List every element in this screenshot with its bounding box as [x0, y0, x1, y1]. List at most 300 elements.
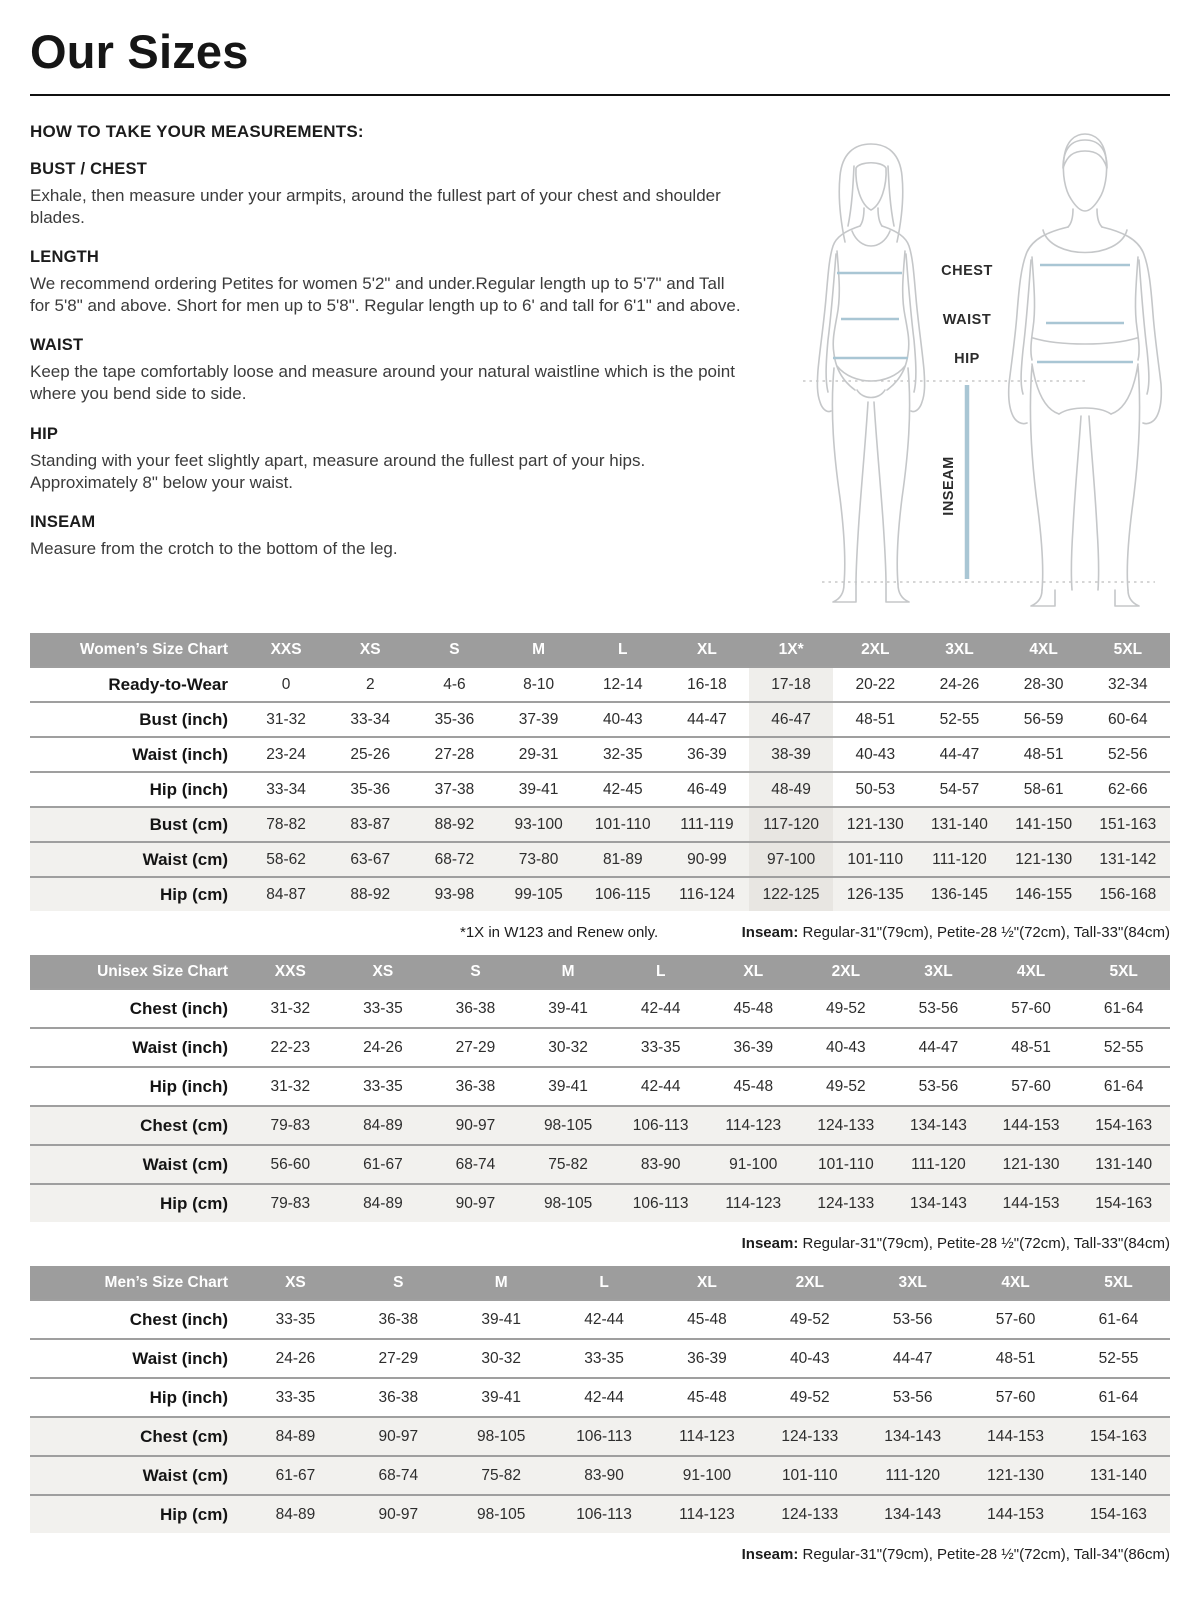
hip-body: Standing with your feet slightly apart, measure around the fullest part of your hips. Approximately 8" below your waist.	[30, 450, 646, 492]
divider	[30, 94, 1170, 96]
unisex-inseam-footnote	[30, 1235, 1170, 1252]
size-cell: 46-47	[749, 702, 833, 737]
size-cell: 33-35	[363, 1077, 403, 1095]
table-row	[30, 1300, 1170, 1339]
how-to-heading: HOW TO TAKE YOUR MEASUREMENTS:	[30, 122, 364, 141]
size-cell: 45-48	[687, 1388, 727, 1406]
size-cell: 33-35	[640, 1038, 681, 1056]
measurements-section	[30, 122, 1170, 619]
column-header: M	[522, 955, 615, 989]
size-cell: 124-133	[800, 1184, 893, 1222]
size-cell: 57-60	[995, 1310, 1036, 1328]
size-cell: 122-125	[749, 877, 833, 911]
size-cell: 31-32	[270, 1077, 311, 1095]
size-cell: 49-52	[826, 1077, 866, 1095]
size-cell: 52-55	[939, 710, 980, 728]
row-label: Waist (cm)	[30, 842, 244, 877]
man-figure-outline	[1009, 134, 1162, 606]
size-cell: 136-145	[917, 877, 1001, 911]
measurement-diagram	[775, 122, 1170, 619]
size-cell: 131-140	[917, 807, 1001, 842]
size-cell: 49-52	[789, 1388, 830, 1406]
size-cell: 33-35	[584, 1349, 624, 1367]
size-cell: 144-153	[985, 1106, 1078, 1145]
table-row	[30, 1184, 1170, 1222]
length-body: We recommend ordering Petites for women 5'2" and under.Regular length up to 5'7" and Tall for 5'8" and above. Short for men up to 5'8". Regular length up to 6' and tall for 6'1" and above.	[30, 274, 741, 316]
size-cell: 42-44	[640, 999, 681, 1017]
size-cell: 154-163	[1067, 1495, 1170, 1533]
size-cell: 39-41	[548, 999, 588, 1017]
size-cell: 106-113	[614, 1106, 707, 1145]
size-cell: 39-41	[548, 1077, 588, 1095]
inseam-label: INSEAM	[941, 456, 957, 516]
size-cell: 124-133	[800, 1106, 893, 1145]
size-cell: 53-56	[918, 1077, 959, 1095]
size-cell: 36-39	[687, 745, 727, 763]
size-cell: 111-119	[665, 807, 749, 842]
size-cell: 134-143	[861, 1417, 964, 1456]
size-cell: 45-48	[733, 1077, 774, 1095]
row-label: Hip (inch)	[149, 1387, 228, 1407]
size-cell: 93-100	[497, 807, 581, 842]
size-cell: 57-60	[1011, 999, 1051, 1017]
size-cell: 68-74	[429, 1145, 522, 1184]
size-cell: 24-26	[939, 675, 980, 693]
size-cell: 117-120	[749, 807, 833, 842]
size-cell: 39-41	[481, 1310, 522, 1328]
size-cell: 62-66	[1108, 780, 1148, 798]
table-header-row	[30, 633, 1170, 667]
size-cell: 83-90	[553, 1456, 656, 1495]
size-cell: 106-113	[553, 1495, 656, 1533]
size-cell: 60-64	[1108, 710, 1148, 728]
body-measurement-illustration	[775, 124, 1170, 614]
size-cell: 40-43	[826, 1038, 866, 1056]
size-cell: 31-32	[266, 710, 306, 728]
size-cell: 61-64	[1103, 1077, 1144, 1095]
size-cell: 121-130	[1002, 842, 1086, 877]
column-header: 4XL	[1002, 633, 1086, 667]
size-cell: 29-31	[518, 745, 559, 763]
hip-label: HIP	[954, 351, 980, 367]
size-cell: 90-97	[429, 1106, 522, 1145]
size-cell: 111-120	[917, 842, 1001, 877]
size-cell: 48-51	[995, 1349, 1036, 1367]
column-header: XXS	[244, 633, 328, 667]
table-row	[30, 1495, 1170, 1533]
size-cell: 84-87	[244, 877, 328, 911]
size-cell: 83-90	[614, 1145, 707, 1184]
table-row	[30, 842, 1170, 877]
size-cell: 61-64	[1098, 1310, 1139, 1328]
size-cell: 27-29	[455, 1038, 496, 1056]
column-header: S	[347, 1266, 450, 1300]
size-cell: 131-140	[1077, 1145, 1170, 1184]
size-cell: 28-30	[1023, 675, 1064, 693]
inseam-footnote-value: Regular-31"(79cm), Petite-28 ½"(72cm), Tall-33"(84cm)	[798, 1235, 1170, 1252]
table-title: Women’s Size Chart	[30, 633, 244, 667]
waist-body: Keep the tape comfortably loose and measure around your natural waistline which is the point where you bend side to side.	[30, 362, 735, 404]
size-cell: 101-110	[581, 807, 665, 842]
size-cell: 56-60	[244, 1145, 337, 1184]
size-cell: 63-67	[328, 842, 412, 877]
size-cell: 36-38	[378, 1310, 419, 1328]
size-cell: 40-43	[855, 745, 896, 763]
column-header: 3XL	[917, 633, 1001, 667]
size-cell: 98-105	[522, 1184, 615, 1222]
table-row	[30, 877, 1170, 911]
inseam-footnote-label: Inseam:	[741, 1235, 799, 1252]
size-cell: 53-56	[892, 1388, 933, 1406]
size-cell: 25-26	[350, 745, 391, 763]
row-label: Waist (inch)	[132, 744, 228, 764]
mens-inseam-footnote	[30, 1546, 1170, 1563]
size-cell: 49-52	[789, 1310, 830, 1328]
size-cell: 48-49	[749, 772, 833, 807]
size-cell: 52-56	[1108, 745, 1148, 763]
size-cell: 97-100	[749, 842, 833, 877]
size-cell: 33-35	[363, 999, 403, 1017]
size-cell: 93-98	[412, 877, 496, 911]
size-cell: 44-47	[892, 1349, 933, 1367]
asterisk-footnote: *1X in W123 and Renew only.	[460, 924, 659, 941]
size-cell: 49-52	[826, 999, 866, 1017]
column-header: 5XL	[1086, 633, 1170, 667]
row-label: Bust (inch)	[139, 709, 228, 729]
size-cell: 131-140	[1067, 1456, 1170, 1495]
column-header: 5XL	[1067, 1266, 1170, 1300]
size-cell: 17-18	[749, 667, 833, 702]
size-cell: 134-143	[861, 1495, 964, 1533]
womens-size-table	[30, 633, 1170, 911]
size-cell: 81-89	[581, 842, 665, 877]
size-cell: 30-32	[548, 1038, 588, 1056]
size-cell: 33-35	[275, 1310, 316, 1328]
column-header: L	[614, 955, 707, 989]
size-cell: 45-48	[733, 999, 774, 1017]
table-header-row	[30, 1266, 1170, 1300]
table-title: Unisex Size Chart	[30, 955, 244, 989]
womens-size-chart	[30, 633, 1170, 911]
size-cell: 22-23	[270, 1038, 311, 1056]
table-row	[30, 989, 1170, 1028]
size-cell: 156-168	[1086, 877, 1170, 911]
size-cell: 48-51	[855, 710, 896, 728]
size-cell: 124-133	[758, 1417, 861, 1456]
size-cell: 54-57	[939, 780, 980, 798]
row-label: Waist (inch)	[132, 1037, 228, 1057]
length-heading: LENGTH	[30, 248, 100, 267]
size-cell: 79-83	[244, 1184, 337, 1222]
size-cell: 4-6	[443, 675, 466, 693]
size-cell: 36-38	[378, 1388, 419, 1406]
column-header: M	[497, 633, 581, 667]
size-cell: 37-38	[434, 780, 475, 798]
size-cell: 73-80	[497, 842, 581, 877]
column-header: 4XL	[964, 1266, 1067, 1300]
size-cell: 48-51	[1023, 745, 1064, 763]
column-header: 4XL	[985, 955, 1078, 989]
row-label: Chest (cm)	[30, 1417, 244, 1456]
row-label: Hip (cm)	[30, 1495, 244, 1533]
size-cell: 141-150	[1002, 807, 1086, 842]
size-cell: 33-34	[350, 710, 391, 728]
size-cell: 111-120	[892, 1145, 985, 1184]
size-cell: 53-56	[918, 999, 959, 1017]
womens-footnotes	[30, 924, 1170, 941]
inseam-footnote-label: Inseam:	[741, 924, 799, 941]
size-cell: 30-32	[481, 1349, 522, 1367]
column-header: XL	[707, 955, 800, 989]
size-cell: 24-26	[363, 1038, 403, 1056]
size-cell: 42-44	[640, 1077, 681, 1095]
column-header: 2XL	[833, 633, 917, 667]
inseam-body: Measure from the crotch to the bottom of the leg.	[30, 538, 398, 558]
table-row	[30, 1028, 1170, 1067]
size-cell: 36-38	[455, 1077, 496, 1095]
table-row	[30, 1417, 1170, 1456]
size-cell: 42-45	[602, 780, 643, 798]
size-cell: 39-41	[481, 1388, 522, 1406]
size-cell: 61-67	[337, 1145, 430, 1184]
size-cell: 99-105	[497, 877, 581, 911]
size-cell: 33-34	[266, 780, 306, 798]
size-cell: 106-113	[614, 1184, 707, 1222]
inseam-footnote-value: Regular-31"(79cm), Petite-28 ½"(72cm), Tall-34"(86cm)	[798, 1546, 1170, 1563]
inseam-footnote-label: Inseam:	[741, 1546, 799, 1563]
size-cell: 68-74	[347, 1456, 450, 1495]
waist-heading: WAIST	[30, 336, 84, 355]
size-cell: 52-55	[1098, 1349, 1139, 1367]
size-cell: 101-110	[833, 842, 917, 877]
size-cell: 42-44	[584, 1388, 624, 1406]
size-cell: 0	[281, 675, 291, 693]
size-cell: 144-153	[964, 1495, 1067, 1533]
size-cell: 79-83	[244, 1106, 337, 1145]
measurement-instructions	[30, 122, 745, 560]
size-cell: 42-44	[584, 1310, 624, 1328]
size-cell: 20-22	[855, 675, 896, 693]
size-cell: 146-155	[1002, 877, 1086, 911]
size-cell: 35-36	[350, 780, 391, 798]
size-cell: 154-163	[1067, 1417, 1170, 1456]
inseam-heading: INSEAM	[30, 512, 96, 531]
size-cell: 124-133	[758, 1495, 861, 1533]
column-header: XL	[665, 633, 749, 667]
size-cell: 90-97	[347, 1417, 450, 1456]
size-cell: 84-89	[337, 1184, 430, 1222]
table-row	[30, 1339, 1170, 1378]
size-cell: 98-105	[450, 1495, 553, 1533]
size-cell: 101-110	[758, 1456, 861, 1495]
row-label: Ready-to-Wear	[108, 674, 228, 694]
column-header: 5XL	[1077, 955, 1170, 989]
size-cell: 40-43	[789, 1349, 830, 1367]
size-cell: 61-64	[1098, 1388, 1139, 1406]
size-cell: 31-32	[270, 999, 311, 1017]
size-cell: 84-89	[337, 1106, 430, 1145]
size-cell: 90-97	[347, 1495, 450, 1533]
table-header-row	[30, 955, 1170, 989]
size-cell: 16-18	[687, 675, 727, 693]
unisex-size-table	[30, 955, 1170, 1222]
page-title: Our Sizes	[30, 25, 249, 78]
size-cell: 111-120	[861, 1456, 964, 1495]
size-cell: 39-41	[518, 780, 559, 798]
table-row	[30, 1145, 1170, 1184]
row-label: Chest (inch)	[129, 1309, 228, 1329]
size-cell: 48-51	[1011, 1038, 1051, 1056]
size-cell: 33-35	[275, 1388, 316, 1406]
size-cell: 32-34	[1108, 675, 1148, 693]
table-title: Men’s Size Chart	[30, 1266, 244, 1300]
table-row	[30, 807, 1170, 842]
size-cell: 56-59	[1023, 710, 1064, 728]
size-cell: 12-14	[602, 675, 643, 693]
mens-size-chart	[30, 1266, 1170, 1533]
inseam-footnote-value: Regular-31"(79cm), Petite-28 ½"(72cm), Tall-33"(84cm)	[798, 924, 1170, 941]
size-cell: 98-105	[522, 1106, 615, 1145]
size-cell: 78-82	[244, 807, 328, 842]
column-header: XXS	[244, 955, 337, 989]
size-cell: 40-43	[602, 710, 643, 728]
column-header: L	[581, 633, 665, 667]
size-cell: 83-87	[328, 807, 412, 842]
size-cell: 27-29	[378, 1349, 419, 1367]
size-cell: 121-130	[833, 807, 917, 842]
waist-label: WAIST	[942, 312, 992, 328]
size-cell: 50-53	[855, 780, 896, 798]
size-cell: 144-153	[985, 1184, 1078, 1222]
table-row	[30, 1456, 1170, 1495]
column-header: 2XL	[758, 1266, 861, 1300]
size-cell: 2	[365, 675, 375, 693]
column-header: XL	[656, 1266, 759, 1300]
size-cell: 114-123	[656, 1417, 759, 1456]
size-cell: 106-115	[581, 877, 665, 911]
row-label: Waist (inch)	[132, 1348, 228, 1368]
size-cell: 121-130	[985, 1145, 1078, 1184]
column-header: XS	[328, 633, 412, 667]
size-cell: 126-135	[833, 877, 917, 911]
size-cell: 84-89	[244, 1417, 347, 1456]
size-cell: 24-26	[275, 1349, 316, 1367]
table-row	[30, 772, 1170, 807]
dashed-reference-lines	[803, 381, 1155, 582]
size-cell: 44-47	[939, 745, 980, 763]
row-label: Chest (cm)	[30, 1106, 244, 1145]
row-label: Hip (inch)	[149, 779, 228, 799]
size-cell: 57-60	[1011, 1077, 1051, 1095]
size-cell: 154-163	[1077, 1106, 1170, 1145]
woman-figure-outline	[817, 144, 924, 602]
column-header: 3XL	[892, 955, 985, 989]
size-cell: 58-62	[244, 842, 328, 877]
size-cell: 35-36	[434, 710, 475, 728]
size-cell: 144-153	[964, 1417, 1067, 1456]
unisex-size-chart	[30, 955, 1170, 1222]
size-cell: 32-35	[602, 745, 643, 763]
table-row	[30, 667, 1170, 702]
size-cell: 116-124	[665, 877, 749, 911]
size-cell: 36-38	[455, 999, 496, 1017]
size-cell: 91-100	[707, 1145, 800, 1184]
table-row	[30, 1106, 1170, 1145]
table-row	[30, 702, 1170, 737]
size-cell: 134-143	[892, 1106, 985, 1145]
chest-label: CHEST	[941, 263, 993, 279]
size-cell: 44-47	[687, 710, 727, 728]
size-cell: 61-67	[244, 1456, 347, 1495]
size-cell: 131-142	[1086, 842, 1170, 877]
column-header: 1X*	[749, 633, 833, 667]
table-row	[30, 737, 1170, 772]
column-header: S	[412, 633, 496, 667]
size-cell: 68-72	[412, 842, 496, 877]
row-label: Bust (cm)	[30, 807, 244, 842]
size-cell: 37-39	[518, 710, 559, 728]
size-cell: 121-130	[964, 1456, 1067, 1495]
size-cell: 134-143	[892, 1184, 985, 1222]
size-cell: 154-163	[1077, 1184, 1170, 1222]
hip-heading: HIP	[30, 424, 59, 443]
column-header: M	[450, 1266, 553, 1300]
size-cell: 58-61	[1023, 780, 1064, 798]
size-cell: 90-97	[429, 1184, 522, 1222]
size-cell: 75-82	[450, 1456, 553, 1495]
size-cell: 27-28	[434, 745, 475, 763]
size-cell: 75-82	[522, 1145, 615, 1184]
mens-size-table	[30, 1266, 1170, 1533]
size-cell: 61-64	[1103, 999, 1144, 1017]
column-header: XS	[244, 1266, 347, 1300]
size-cell: 44-47	[918, 1038, 959, 1056]
table-row	[30, 1067, 1170, 1106]
size-cell: 23-24	[266, 745, 306, 763]
table-row	[30, 1378, 1170, 1417]
size-cell: 106-113	[553, 1417, 656, 1456]
size-cell: 114-123	[707, 1106, 800, 1145]
unisex-size-chart-section	[30, 955, 1170, 1252]
row-label: Chest (inch)	[129, 998, 228, 1018]
size-cell: 46-49	[687, 780, 727, 798]
column-header: 3XL	[861, 1266, 964, 1300]
size-cell: 151-163	[1086, 807, 1170, 842]
size-cell: 91-100	[656, 1456, 759, 1495]
size-cell: 36-39	[687, 1349, 727, 1367]
size-cell: 90-99	[665, 842, 749, 877]
column-header: 2XL	[800, 955, 893, 989]
mens-size-chart-section	[30, 1266, 1170, 1563]
row-label: Hip (inch)	[149, 1076, 228, 1096]
column-header: S	[429, 955, 522, 989]
row-label: Hip (cm)	[30, 877, 244, 911]
size-cell: 114-123	[656, 1495, 759, 1533]
size-cell: 38-39	[749, 737, 833, 772]
womens-size-chart-section	[30, 633, 1170, 941]
size-cell: 52-55	[1103, 1038, 1144, 1056]
size-cell: 101-110	[800, 1145, 893, 1184]
row-label: Hip (cm)	[30, 1184, 244, 1222]
size-cell: 88-92	[412, 807, 496, 842]
size-cell: 45-48	[687, 1310, 727, 1328]
bust-chest-body: Exhale, then measure under your armpits, around the fullest part of your chest and shoulder blades.	[30, 186, 721, 228]
column-header: L	[553, 1266, 656, 1300]
size-cell: 98-105	[450, 1417, 553, 1456]
womens-inseam-footnote	[742, 924, 1170, 941]
row-label: Waist (cm)	[30, 1145, 244, 1184]
size-cell: 8-10	[523, 675, 555, 693]
